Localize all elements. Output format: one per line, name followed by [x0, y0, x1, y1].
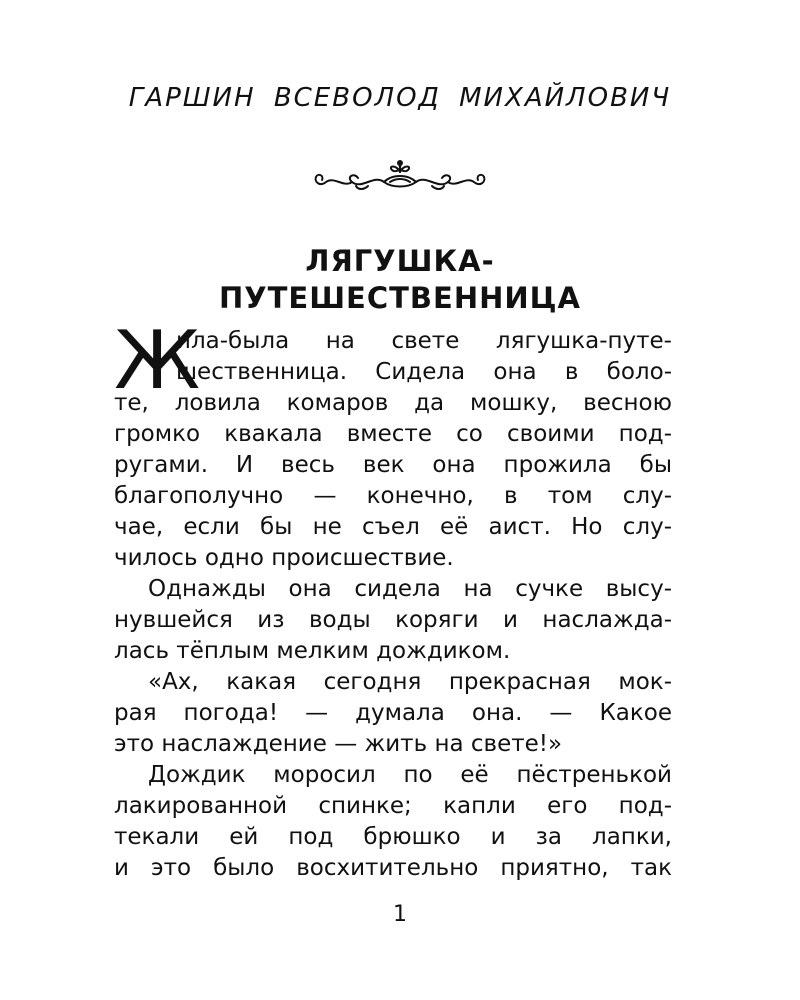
- text-line: текали ей под брюшко и за лапки,: [114, 824, 672, 850]
- title-line-1: ЛЯГУШКА-: [305, 244, 495, 278]
- title-line-2: ПУТЕШЕСТВЕННИЦА: [219, 281, 581, 315]
- text-line: громко квакала вместе со своими под-: [114, 421, 672, 447]
- story-body: [114, 314, 672, 884]
- text-line: ругами. И весь век она прожила бы: [114, 452, 672, 478]
- page-number: 1: [393, 902, 407, 927]
- text-line: чилось одно происшествие.: [114, 545, 454, 571]
- text-line: лась тёплым мелким дождиком.: [114, 638, 511, 664]
- text-line: нувшейся из воды коряги и наслажда-: [114, 607, 672, 633]
- story-title: [0, 243, 800, 317]
- text-line: благополучно — конечно, в том слу-: [114, 483, 672, 509]
- text-line: рая погода! — думала она. — Какое: [114, 700, 672, 726]
- text-line: «Ах, какая сегодня прекрасная мок-: [148, 669, 672, 695]
- author-name: ГАРШИН ВСЕВОЛОД МИХАЙЛОВИЧ: [128, 83, 672, 113]
- text-line: чае, если бы не съел её аист. Но слу-: [114, 514, 672, 540]
- text-line: Однажды она сидела на сучке высу-: [148, 576, 672, 602]
- scroll-flourish-icon: [310, 160, 490, 198]
- drop-cap: Ж: [114, 314, 201, 407]
- text-line: лакированной спинке; капли его под-: [114, 793, 672, 819]
- text-line: шественница. Сидела она в боло-: [176, 359, 672, 385]
- text-line: те, ловила комаров да мошку, весною: [114, 390, 672, 416]
- text-line: ила-была на свете лягушка-путе-: [176, 328, 672, 354]
- text-line: Дождик моросил по её пёстренькой: [148, 762, 672, 788]
- text-line: это наслаждение — жить на свете!»: [114, 731, 563, 757]
- text-line: и это было восхитительно приятно, так: [114, 855, 672, 881]
